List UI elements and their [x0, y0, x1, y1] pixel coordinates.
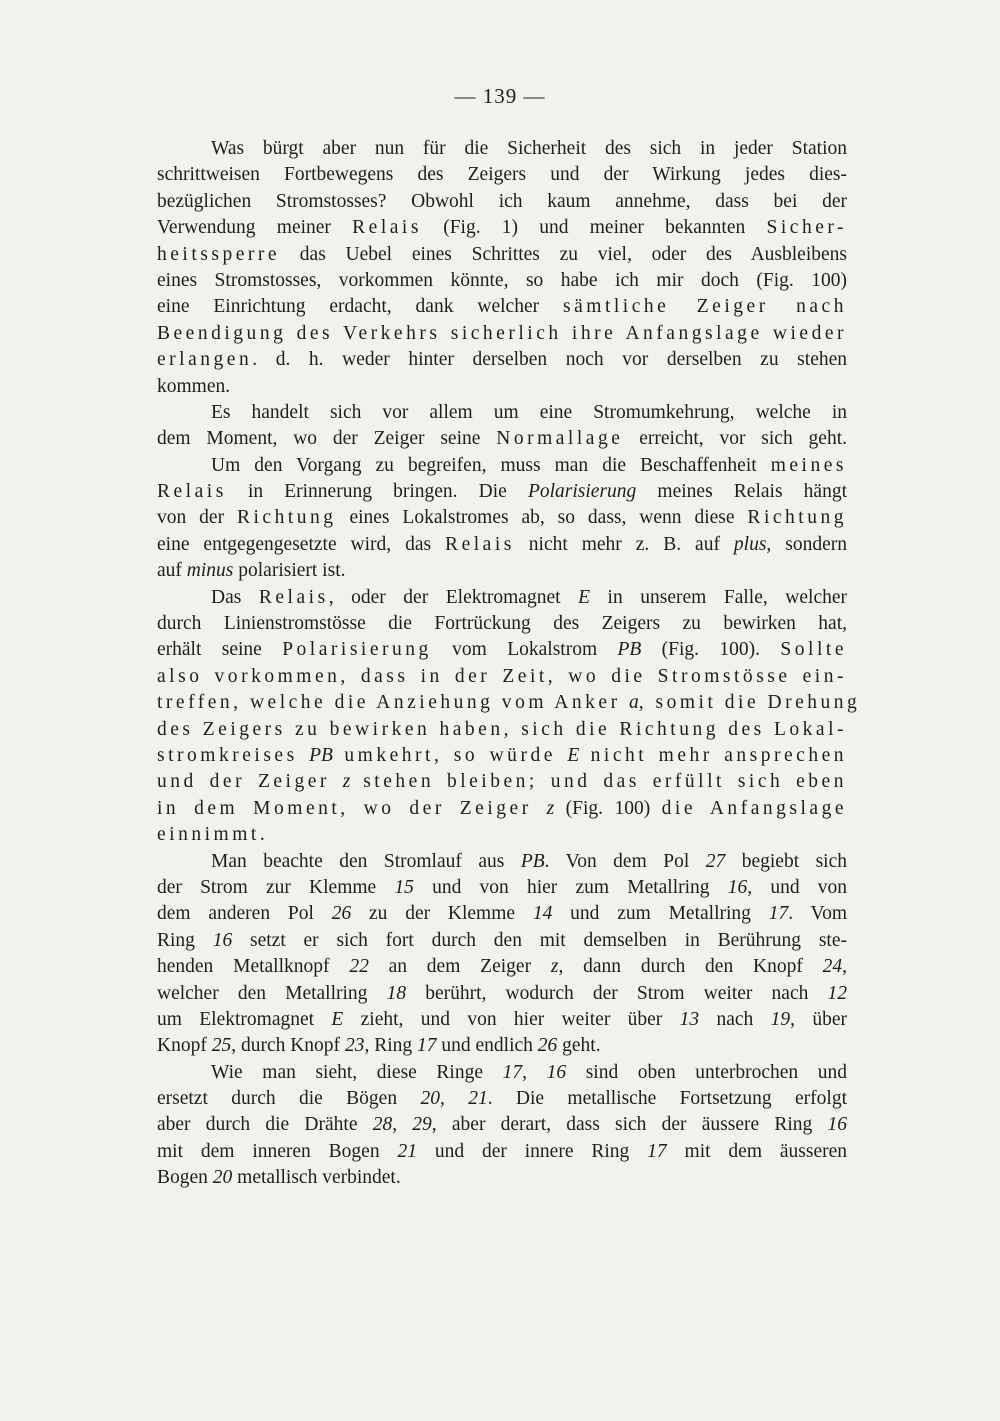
italic-number: 17: [647, 1140, 667, 1162]
italic-number: 12: [827, 982, 847, 1004]
italic-number: 26: [331, 903, 352, 925]
text-line: Ring 16 setzt er sich fort durch den mit demselben in Berührung ste-: [157, 929, 847, 951]
text-line: kommen.: [157, 375, 231, 397]
italic-word: E: [331, 1008, 344, 1030]
spaced-word: treffen, welche die Anziehung vom Anker: [157, 692, 629, 714]
spaced-word: Relais: [258, 586, 329, 608]
italic-number: 13: [679, 1008, 700, 1030]
text-line: Wie man sieht, diese Ringe 17, 16 sind oben unterbrochen und: [211, 1061, 848, 1083]
text-line: dem anderen Pol 26 zu der Klemme 14 und zum Metallring 17. Vom: [157, 903, 848, 925]
text-line: auf minus polarisiert ist.: [157, 560, 346, 582]
italic-word: z: [550, 956, 559, 978]
text-line: aber durch die Drähte 28, 29, aber derart, dass sich der äussere Ring 16: [157, 1114, 847, 1136]
italic-number: 21: [397, 1140, 417, 1162]
italic-word: minus: [186, 560, 234, 582]
spaced-word: nicht mehr ansprechen: [579, 744, 848, 766]
text-line: [157, 769, 847, 795]
italic-number: 16: [727, 876, 748, 898]
text-line: welcher den Metallring 18 berührt, wodurch der Strom weiter nach 12: [157, 982, 847, 1004]
text-line: in dem Moment, wo der Zeiger z (Fig. 100) die Anfangslage: [157, 797, 847, 819]
text-line: Bogen 20 metallisch verbindet.: [157, 1167, 401, 1189]
text-line: einnimmt.: [157, 824, 265, 846]
spaced-word: also vorkommen, dass in der Zeit, wo die Stromstösse ein-: [157, 665, 847, 687]
italic-number: 24: [822, 956, 843, 978]
italic-number: 22: [349, 956, 369, 978]
spaced-word: des Zeigers zu bewirken haben, sich die Richtung des Lokal-: [157, 718, 847, 740]
text-line: erhält seine Polarisierung vom Lokalstrom PB (Fig. 100). Sollte: [157, 639, 847, 661]
italic-number: 17: [502, 1061, 523, 1083]
spaced-word: sämtliche Zeiger nach: [563, 296, 847, 318]
spaced-word: einnimmt: [157, 824, 260, 846]
italic-word: a: [628, 692, 639, 714]
italic-number: 17: [768, 903, 789, 925]
text-line: henden Metallknopf 22 an dem Zeiger z, dann durch den Knopf 24,: [157, 956, 847, 978]
text-line: Das Relais, oder der Elektromagnet E in unserem Falle, welcher: [211, 586, 847, 608]
italic-word: plus: [733, 533, 767, 555]
italic-number: 18: [386, 982, 407, 1004]
spaced-word: meines: [770, 454, 847, 476]
spaced-word: Normallage: [496, 428, 624, 450]
text-line: durch Linienstromstösse die Fortrückung des Zeigers zu bewirken hat,: [157, 613, 847, 635]
spaced-word: Richtung: [236, 507, 337, 529]
spaced-word: , somit die Drehung: [638, 692, 861, 714]
spaced-word: Sicher-: [766, 217, 847, 239]
spaced-word: Relais: [352, 217, 422, 239]
spaced-word: Relais: [157, 481, 227, 503]
spaced-word: heitssperre: [157, 243, 281, 265]
text-line: Um den Vorgang zu begreifen, muss man die Beschaffenheit meines: [211, 454, 847, 476]
italic-number: 17: [417, 1035, 437, 1057]
italic-number: 29: [412, 1114, 432, 1136]
text-line: [157, 717, 847, 743]
text-line: der Strom zur Klemme 15 und von hier zum Metallring 16, und von: [157, 876, 848, 898]
text-line: um Elektromagnet E zieht, und von hier weiter über 13 nach 19, über: [157, 1008, 848, 1030]
italic-number: 26: [537, 1035, 558, 1057]
italic-number: 16: [212, 929, 233, 951]
text-line: schrittweisen Fortbewegens des Zeigers und der Wirkung jedes dies-: [157, 164, 847, 186]
italic-number: 20: [420, 1088, 440, 1110]
italic-word: PB: [520, 850, 545, 872]
spaced-word: Relais: [445, 533, 515, 555]
italic-word: E: [567, 744, 580, 766]
text-line: Verwendung meiner Relais (Fig. 1) und meiner bekannten Sicher-: [157, 217, 847, 239]
body-text: [157, 136, 861, 1192]
italic-word: z: [342, 771, 351, 793]
italic-number: 16: [827, 1114, 847, 1136]
spaced-word: Richtung: [747, 507, 847, 529]
italic-number: 15: [394, 876, 414, 898]
text-line: eine Einrichtung erdacht, dank welcher sämtliche Zeiger nach: [157, 296, 847, 318]
italic-number: 21: [468, 1088, 488, 1110]
text-line: erlangen. d. h. weder hinter derselben noch vor derselben zu stehen: [157, 349, 847, 371]
text-line: [157, 690, 861, 716]
spaced-word: Polarisierung: [282, 639, 432, 661]
italic-number: 27: [705, 850, 726, 872]
italic-number: 14: [532, 903, 553, 925]
text-line: eine entgegengesetzte wird, das Relais nicht mehr z. B. auf plus, sondern: [157, 533, 847, 555]
spaced-word: umkehrt, so würde: [332, 744, 568, 766]
italic-number: 23: [344, 1035, 365, 1057]
italic-word: PB: [309, 744, 333, 766]
spaced-word: erlangen: [157, 349, 253, 371]
italic-word: PB: [617, 639, 642, 661]
text-line: [157, 664, 847, 690]
page-number: — 139 —: [454, 84, 546, 108]
text-line: [157, 321, 847, 347]
text-line: ersetzt durch die Bögen 20, 21. Die metallische Fortsetzung erfolgt: [157, 1088, 847, 1110]
spaced-word: stehen bleiben; und das erfüllt sich eben: [350, 771, 847, 793]
italic-number: 16: [546, 1061, 567, 1083]
text-line: mit dem inneren Bogen 21 und der innere Ring 17 mit dem äusseren: [157, 1140, 847, 1162]
text-line: heitssperre das Uebel eines Schrittes zu viel, oder des Ausbleibens: [157, 243, 847, 265]
spaced-word: in dem Moment, wo der Zeiger: [157, 797, 547, 819]
italic-word: z: [546, 797, 555, 819]
text-line: von der Richtung eines Lokalstromes ab, so dass, wenn diese Richtung: [157, 507, 847, 529]
italic-number: 19: [770, 1008, 791, 1030]
spaced-word: Sollte: [780, 639, 847, 661]
italic-word: E: [578, 586, 591, 608]
text-line: Man beachte den Stromlauf aus PB. Von dem Pol 27 begiebt sich: [211, 850, 847, 872]
text-line: eines Stromstosses, vorkommen könnte, so habe ich mir doch (Fig. 100): [157, 269, 847, 291]
text-line: Relais in Erinnerung bringen. Die Polarisierung meines Relais hängt: [157, 481, 847, 503]
italic-number: 20: [212, 1167, 233, 1189]
text-line: dem Moment, wo der Zeiger seine Normallage erreicht, vor sich geht.: [157, 428, 847, 450]
text-line: Es handelt sich vor allem um eine Stromumkehrung, welche in: [211, 401, 847, 423]
italic-word: Polarisierung: [527, 481, 637, 503]
italic-number: 28: [372, 1114, 393, 1136]
text-line: [157, 743, 847, 769]
spaced-word: die Anfangslage: [661, 797, 847, 819]
spaced-word: und der Zeiger: [157, 771, 343, 793]
spaced-word: stromkreises: [157, 744, 310, 766]
italic-number: 25: [211, 1035, 232, 1057]
text-line: Knopf 25, durch Knopf 23, Ring 17 und endlich 26 geht.: [157, 1035, 601, 1057]
text-line: bezüglichen Stromstosses? Obwohl ich kaum annehme, dass bei der: [157, 190, 847, 212]
spaced-word: Beendigung des Verkehrs sicherlich ihre Anfangslage wieder: [157, 322, 847, 344]
text-line: Was bürgt aber nun für die Sicherheit des sich in jeder Station: [211, 138, 847, 159]
